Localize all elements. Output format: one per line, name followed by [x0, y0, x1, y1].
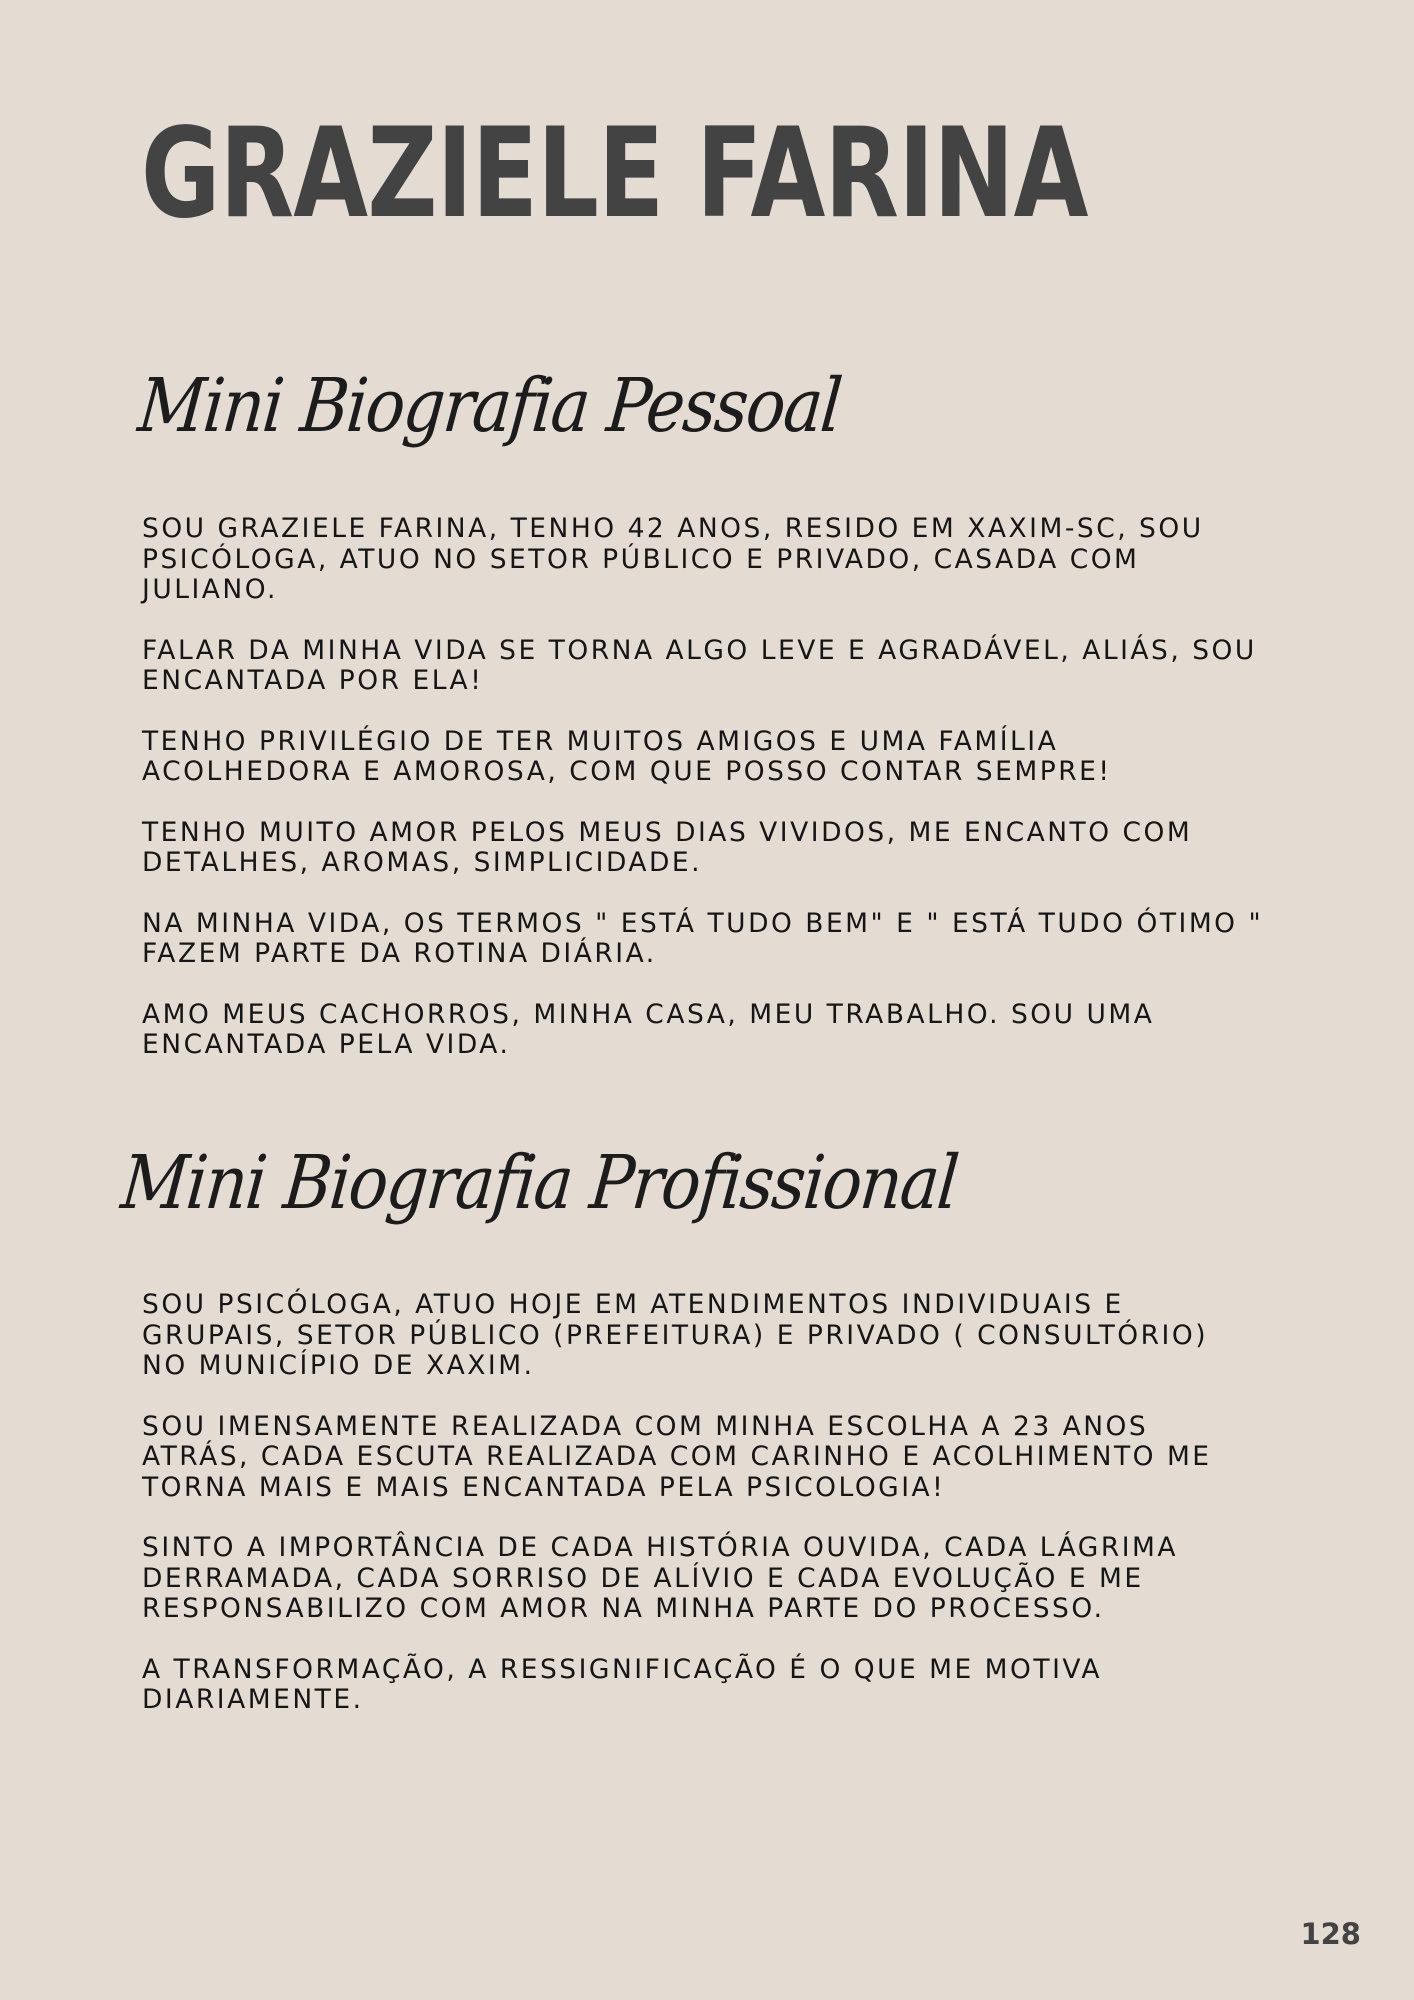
personal-bio-paragraph: SOU GRAZIELE FARINA, TENHO 42 ANOS, RESIDO EM XAXIM-SC, SOU PSICÓLOGA, ATUO NO SETOR PÚBLICO E PRIVADO, CASADA COM JULIANO. [142, 513, 1204, 605]
professional-bio-paragraph: SINTO A IMPORTÂNCIA DE CADA HISTÓRIA OUVIDA, CADA LÁGRIMA DERRAMADA, CADA SORRISO DE ALÍVIO E CADA EVOLUÇÃO E ME RESPONSABILIZO COM AMOR NA MINHA PARTE DO PROCESSO. [142, 1532, 1179, 1624]
personal-bio-heading: Mini Biografia Pessoal [134, 363, 845, 449]
personal-bio-paragraph: FALAR DA MINHA VIDA SE TORNA ALGO LEVE E AGRADÁVEL, ALIÁS, SOU ENCANTADA POR ELA! [142, 634, 1257, 696]
personal-bio-paragraph: NA MINHA VIDA, OS TERMOS " ESTÁ TUDO BEM" E " ESTÁ TUDO ÓTIMO " FAZEM PARTE DA ROTINA DIÁRIA. [142, 907, 1264, 969]
professional-bio-section [142, 1290, 1342, 1746]
professional-bio-paragraph: SOU PSICÓLOGA, ATUO HOJE EM ATENDIMENTOS INDIVIDUAIS E GRUPAIS, SETOR PÚBLICO (PREFEITURA) E PRIVADO ( CONSULTÓRIO) NO MUNICÍPIO DE XAXIM. [142, 1289, 1209, 1381]
page-number: 128 [1300, 1917, 1361, 1951]
page-title: GRAZIELE FARINA [141, 102, 1088, 246]
personal-bio-paragraph: TENHO PRIVILÉGIO DE TER MUITOS AMIGOS E UMA FAMÍLIA ACOLHEDORA E AMOROSA, COM QUE POSSO CONTAR SEMPRE! [142, 725, 1112, 787]
professional-bio-heading: Mini Biografia Profissional [117, 1140, 961, 1226]
personal-bio-section [142, 514, 1342, 1091]
personal-bio-paragraph: AMO MEUS CACHORROS, MINHA CASA, MEU TRABALHO. SOU UMA ENCANTADA PELA VIDA. [142, 998, 1155, 1060]
professional-bio-paragraph: SOU IMENSAMENTE REALIZADA COM MINHA ESCOLHA A 23 ANOS ATRÁS, CADA ESCUTA REALIZADA COM CARINHO E ACOLHIMENTO ME TORNA MAIS E MAIS ENCANTADA PELA PSICOLOGIA! [142, 1410, 1212, 1503]
personal-bio-paragraph: TENHO MUITO AMOR PELOS MEUS DIAS VIVIDOS, ME ENCANTO COM DETALHES, AROMAS, SIMPLICIDADE. [142, 816, 1193, 878]
professional-bio-paragraph: A TRANSFORMAÇÃO, A RESSIGNIFICAÇÃO É O QUE ME MOTIVA DIARIAMENTE. [142, 1653, 1102, 1715]
